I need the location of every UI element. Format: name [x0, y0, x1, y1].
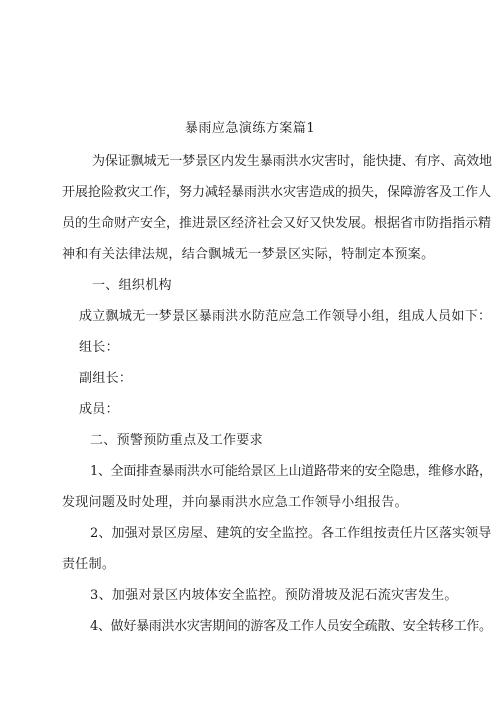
item-2-line-1: 2、加强对景区房屋、建筑的安全监控。各工作组按责任片区落实领导	[90, 526, 492, 541]
deputy-leader-label: 副组长：	[79, 371, 133, 386]
intro-line-1: 为保证飘城无一梦景区内发生暴雨洪水灾害时，能快捷、有序、高效地	[92, 154, 492, 169]
section-2-heading: 二、预警预防重点及工作要求	[90, 433, 263, 448]
section-1-body: 成立飘城无一梦景区暴雨洪水防范应急工作领导小组，组成人员如下：	[79, 309, 492, 324]
item-1-line-2: 发现问题及时处理，并向暴雨洪水应急工作领导小组报告。	[62, 495, 408, 510]
item-3: 3、加强对景区内坡体安全监控。预防滑坡及泥石流灾害发生。	[90, 588, 458, 603]
document-title: 暴雨应急演练方案篇1	[184, 121, 316, 136]
members-label: 成员：	[79, 402, 119, 417]
section-1-heading: 一、组织机构	[92, 278, 172, 293]
intro-line-3: 员的生命财产安全，推进景区经济社会又好又快发展。根据省市防指指示精	[62, 216, 492, 231]
intro-line-4: 神和有关法律法规，结合飘城无一梦景区实际，特制定本预案。	[62, 247, 435, 262]
leader-label: 组长：	[79, 340, 119, 355]
intro-line-2: 开展抢险救灾工作，努力减轻暴雨洪水灾害造成的损失，保障游客及工作人	[62, 185, 492, 200]
item-2-line-2: 责任制。	[62, 557, 116, 572]
item-4: 4、做好暴雨洪水灾害期间的游客及工作人员安全疏散、安全转移工作。	[90, 619, 492, 634]
item-1-line-1: 1、全面排查暴雨洪水可能给景区上山道路带来的安全隐患，维修水路，	[90, 464, 492, 479]
